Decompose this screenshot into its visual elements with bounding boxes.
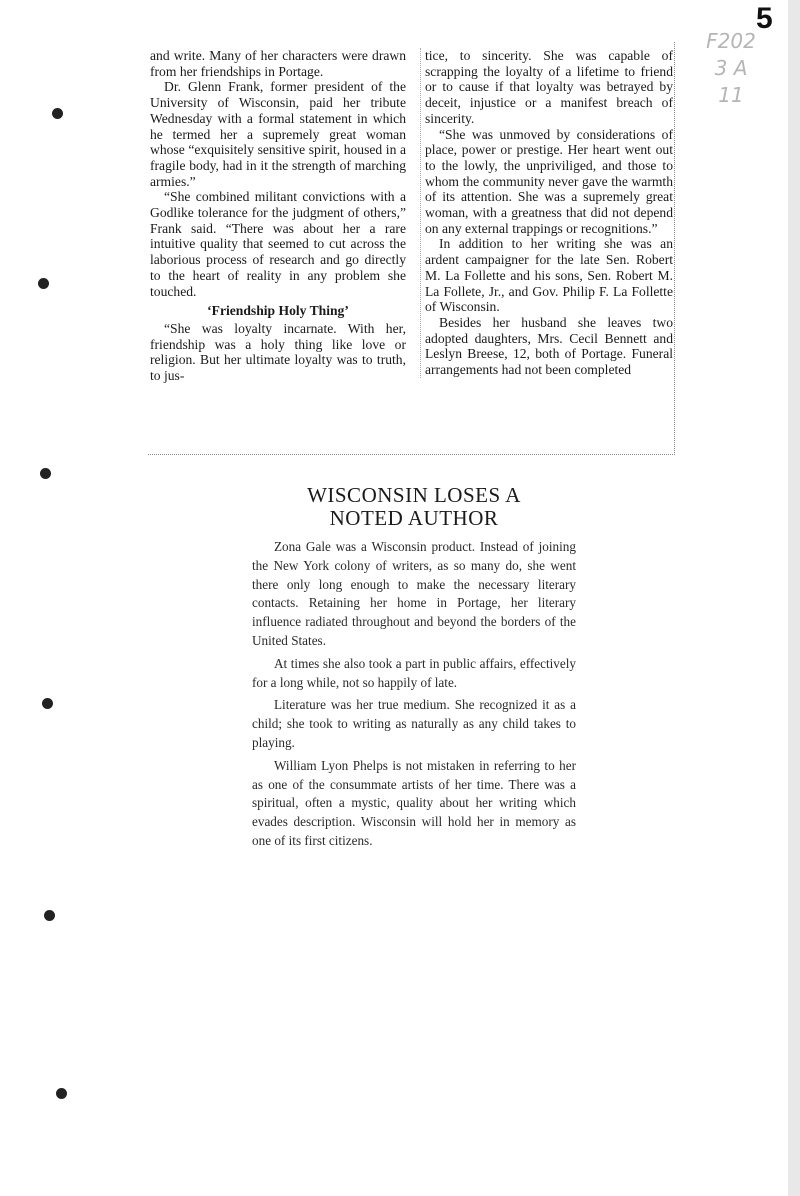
clipping-paragraph: “She was unmoved by considerations of place, power or prestige. Her heart went out to the lowly, the unpriviliged, and those to whom the community never gave the warmth of its attention. She was a supremely great woman, with a greatness that did not depend on any external trappings or recognitions.” (425, 126, 673, 236)
clipping-paragraph: and write. Many of her characters were drawn from her friendships in Portage. (150, 48, 406, 79)
clipping-subhead: ‘Friendship Holy Thing’ (207, 303, 349, 319)
editorial-paragraph: At times she also took a part in public affairs, effectively for a long while, not so happily of late. (252, 655, 576, 690)
clipping-paragraph: Dr. Glenn Frank, former president of the University of Wisconsin, paid her tribute Wednesday with a formal statement in which he termed her a supremely great woman whose “exquisitely sensitive spirit, housed in a fragile body, had in it the strength of marching armies.” (150, 79, 406, 189)
binder-hole-mark (40, 468, 51, 479)
clipping-left-column (150, 48, 406, 384)
binder-hole-mark (52, 108, 63, 119)
editorial-paragraph: William Lyon Phelps is not mistaken in referring to her as one of the consummate artists of her time. There was a spiritual, often a mystic, quality about her writing which evades description. Wisconsin will hold her in memory as one of its first citizens. (252, 757, 576, 848)
editorial-title-line: NOTED AUTHOR (329, 506, 499, 530)
binder-hole-mark (42, 698, 53, 709)
binder-hole-mark (56, 1088, 67, 1099)
clipping-right-column (420, 48, 673, 378)
newspaper-clipping (148, 42, 675, 455)
binder-hole-mark (38, 278, 49, 289)
clipping-paragraph: “She combined militant convictions with a Godlike tolerance for the judgment of others,” Frank said. “There was about her a rare intuitive quality that seemed to cut across the laborious process of research and go directly to the heart of reality in any problem she touched. (150, 189, 406, 299)
binder-hole-mark (44, 910, 55, 921)
clipping-paragraph: In addition to her writing she was an ardent campaigner for the late Sen. Robert M. La Follette and his sons, Sen. Robert M. La Follete, Jr., and Gov. Philip F. La Follette of Wisconsin. (425, 236, 673, 315)
annotation-line: F202 (706, 29, 756, 53)
editorial-title (252, 484, 576, 530)
clipping-paragraph: “She was loyalty incarnate. With her, friendship was a holy thing like love or religion. But her ultimate loyalty was to truth, to jus- (150, 320, 406, 384)
handwritten-annotation (686, 28, 776, 109)
editorial-paragraph: Literature was her true medium. She recognized it as a child; she took to writing as naturally as any child takes to playing. (252, 697, 576, 750)
clipping-paragraph: Besides her husband she leaves two adopted daughters, Mrs. Cecil Bennett and Leslyn Breese, 12, both of Portage. Funeral arrangements had not been completed (425, 314, 673, 378)
editorial-title-line: WISCONSIN LOSES A (307, 483, 521, 507)
page-number: 5 (756, 2, 773, 35)
annotation-line: 11 (718, 83, 744, 107)
page-edge (788, 0, 800, 1196)
editorial-article (252, 484, 576, 855)
clipping-paragraph: tice, to sincerity. She was capable of scrapping the loyalty of a lifetime to friend or to cause if that loyalty was betrayed by deceit, injustice or a manifest breach of sincerity. (425, 48, 673, 126)
editorial-paragraph: Zona Gale was a Wisconsin product. Instead of joining the New York colony of writers, as so many do, she went there only long enough to make the necessary literary contacts. Retaining her home in Portage, her literary influence radiated throughout and beyond the borders of the United States. (252, 539, 576, 648)
annotation-line: 3 A (714, 56, 748, 80)
